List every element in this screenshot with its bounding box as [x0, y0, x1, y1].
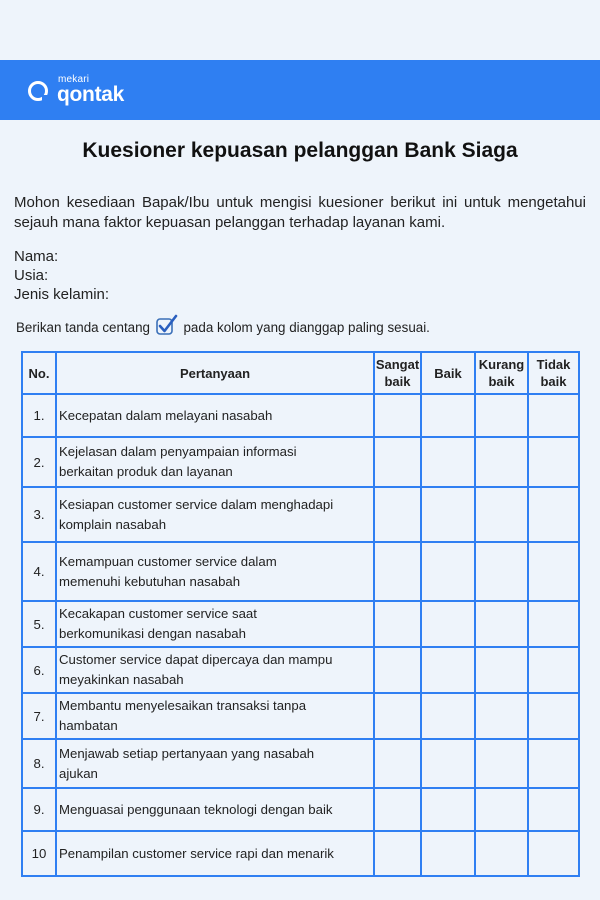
header-kurang-baik-line2: baik — [488, 374, 515, 389]
answer-cell-sangat-baik[interactable] — [374, 693, 421, 739]
answer-cell-baik[interactable] — [421, 788, 475, 831]
header-sangat-baik-line1: Sangat — [375, 357, 420, 372]
instruction-after: pada kolom yang dianggap paling sesuai. — [183, 320, 430, 336]
respondent-fields — [14, 247, 109, 304]
row-question-line: Kemampuan customer service dalam — [59, 553, 277, 569]
logo-name-text: qontak — [57, 83, 125, 106]
answer-cell-sangat-baik[interactable] — [374, 647, 421, 693]
header-tidak-baik-line1: Tidak — [536, 357, 571, 372]
answer-cell-baik[interactable] — [421, 647, 475, 693]
header-kurang-baik — [475, 352, 528, 394]
table-row — [22, 542, 579, 601]
row-question-line: Kejelasan dalam penyampaian informasi — [59, 444, 297, 459]
row-question — [56, 647, 374, 693]
row-number: 9. — [22, 788, 56, 831]
row-question-line: Kecakapan customer service saat — [59, 606, 257, 621]
table-row — [22, 437, 579, 487]
checkbox-checked-icon — [155, 314, 179, 339]
row-question-line: Menjawab setiap pertanyaan yang nasabah — [59, 745, 315, 761]
answer-cell-sangat-baik[interactable] — [374, 831, 421, 876]
brand-header — [0, 60, 600, 120]
row-number: 1. — [22, 394, 56, 437]
row-number: 6. — [22, 647, 56, 693]
row-question-line: berkaitan produk dan layanan — [59, 464, 233, 479]
row-question-line: ajukan — [59, 765, 98, 781]
answer-cell-tidak-baik[interactable] — [528, 831, 579, 876]
row-question — [56, 437, 374, 487]
field-nama: Nama: — [14, 248, 59, 265]
answer-cell-baik[interactable] — [421, 601, 475, 647]
row-question-line: komplain nasabah — [59, 516, 167, 532]
header-kurang-baik-line1: Kurang — [478, 357, 525, 372]
row-question — [56, 601, 374, 647]
row-question-line: Customer service dapat dipercaya dan mampu — [59, 652, 333, 667]
answer-cell-kurang-baik[interactable] — [475, 788, 528, 831]
row-question-line: meyakinkan nasabah — [59, 672, 184, 687]
table-row — [22, 693, 579, 739]
answer-cell-baik[interactable] — [421, 542, 475, 601]
row-question-line: Penampilan customer service rapi dan menarik — [59, 845, 334, 861]
header-tidak-baik-line2: baik — [540, 374, 567, 389]
row-number: 7. — [22, 693, 56, 739]
header-question: Pertanyaan — [56, 352, 374, 394]
answer-cell-tidak-baik[interactable] — [528, 693, 579, 739]
row-question-line: Membantu menyelesaikan transaksi tanpa — [59, 698, 307, 713]
row-question-line: Kesiapan customer service dalam menghadapi — [59, 496, 334, 512]
row-question-line: memenuhi kebutuhan nasabah — [59, 573, 241, 589]
header-tidak-baik — [528, 352, 579, 394]
header-no: No. — [22, 352, 56, 394]
answer-cell-sangat-baik[interactable] — [374, 542, 421, 601]
answer-cell-baik[interactable] — [421, 487, 475, 542]
answer-cell-tidak-baik[interactable] — [528, 542, 579, 601]
table-row — [22, 788, 579, 831]
table-row — [22, 601, 579, 647]
row-question — [56, 788, 374, 831]
answer-cell-kurang-baik[interactable] — [475, 437, 528, 487]
row-number: 8. — [22, 739, 56, 788]
row-number: 5. — [22, 601, 56, 647]
answer-cell-tidak-baik[interactable] — [528, 647, 579, 693]
row-question — [56, 542, 374, 601]
answer-cell-kurang-baik[interactable] — [475, 831, 528, 876]
answer-cell-kurang-baik[interactable] — [475, 394, 528, 437]
row-number: 4. — [22, 542, 56, 601]
instruction-line — [16, 318, 586, 339]
answer-cell-baik[interactable] — [421, 831, 475, 876]
row-question-line: hambatan — [59, 718, 118, 733]
table-row — [22, 831, 579, 876]
field-usia: Usia: — [14, 267, 49, 284]
answer-cell-tidak-baik[interactable] — [528, 788, 579, 831]
page-title: Kuesioner kepuasan pelanggan Bank Siaga — [82, 139, 518, 162]
table-row — [22, 394, 579, 437]
answer-cell-kurang-baik[interactable] — [475, 601, 528, 647]
row-question — [56, 831, 374, 876]
row-question-line: Kecepatan dalam melayani nasabah — [59, 407, 273, 423]
row-question — [56, 693, 374, 739]
header-sangat-baik-line2: baik — [384, 374, 411, 389]
answer-cell-sangat-baik[interactable] — [374, 739, 421, 788]
intro-paragraph: Mohon kesediaan Bapak/Ibu untuk mengisi kuesioner berikut ini untuk mengetahui sejauh mana faktor kepuasan pelanggan terhadap layanan kami. — [14, 194, 586, 231]
answer-cell-sangat-baik[interactable] — [374, 601, 421, 647]
answer-cell-baik[interactable] — [421, 739, 475, 788]
instruction-before: Berikan tanda centang — [16, 320, 151, 336]
row-question — [56, 394, 374, 437]
answer-cell-baik[interactable] — [421, 693, 475, 739]
field-jenis-kelamin: Jenis kelamin: — [14, 286, 110, 303]
answer-cell-sangat-baik[interactable] — [374, 487, 421, 542]
header-sangat-baik — [374, 352, 421, 394]
answer-cell-sangat-baik[interactable] — [374, 437, 421, 487]
answer-cell-tidak-baik[interactable] — [528, 487, 579, 542]
row-number: 3. — [22, 487, 56, 542]
logo-small-text: mekari — [58, 74, 90, 85]
answer-cell-kurang-baik[interactable] — [475, 739, 528, 788]
row-question-line: Menguasai penggunaan teknologi dengan baik — [59, 801, 333, 817]
row-question-line: berkomunikasi dengan nasabah — [59, 626, 246, 641]
answer-cell-tidak-baik[interactable] — [528, 394, 579, 437]
answer-cell-kurang-baik[interactable] — [475, 487, 528, 542]
table-row — [22, 739, 579, 788]
answer-cell-tidak-baik[interactable] — [528, 437, 579, 487]
answer-cell-tidak-baik[interactable] — [528, 739, 579, 788]
answer-cell-tidak-baik[interactable] — [528, 601, 579, 647]
row-question — [56, 739, 374, 788]
questionnaire-table — [21, 351, 580, 877]
answer-cell-kurang-baik[interactable] — [475, 693, 528, 739]
answer-cell-baik[interactable] — [421, 394, 475, 437]
qontak-logo-icon — [28, 81, 48, 101]
answer-cell-kurang-baik[interactable] — [475, 647, 528, 693]
answer-cell-baik[interactable] — [421, 437, 475, 487]
row-number: 2. — [22, 437, 56, 487]
answer-cell-sangat-baik[interactable] — [374, 394, 421, 437]
answer-cell-kurang-baik[interactable] — [475, 542, 528, 601]
qontak-logo — [28, 75, 178, 107]
table-header-row — [22, 352, 579, 394]
answer-cell-sangat-baik[interactable] — [374, 788, 421, 831]
table-row — [22, 647, 579, 693]
header-baik: Baik — [421, 352, 475, 394]
row-number: 10 — [22, 831, 56, 876]
table-row — [22, 487, 579, 542]
row-question — [56, 487, 374, 542]
